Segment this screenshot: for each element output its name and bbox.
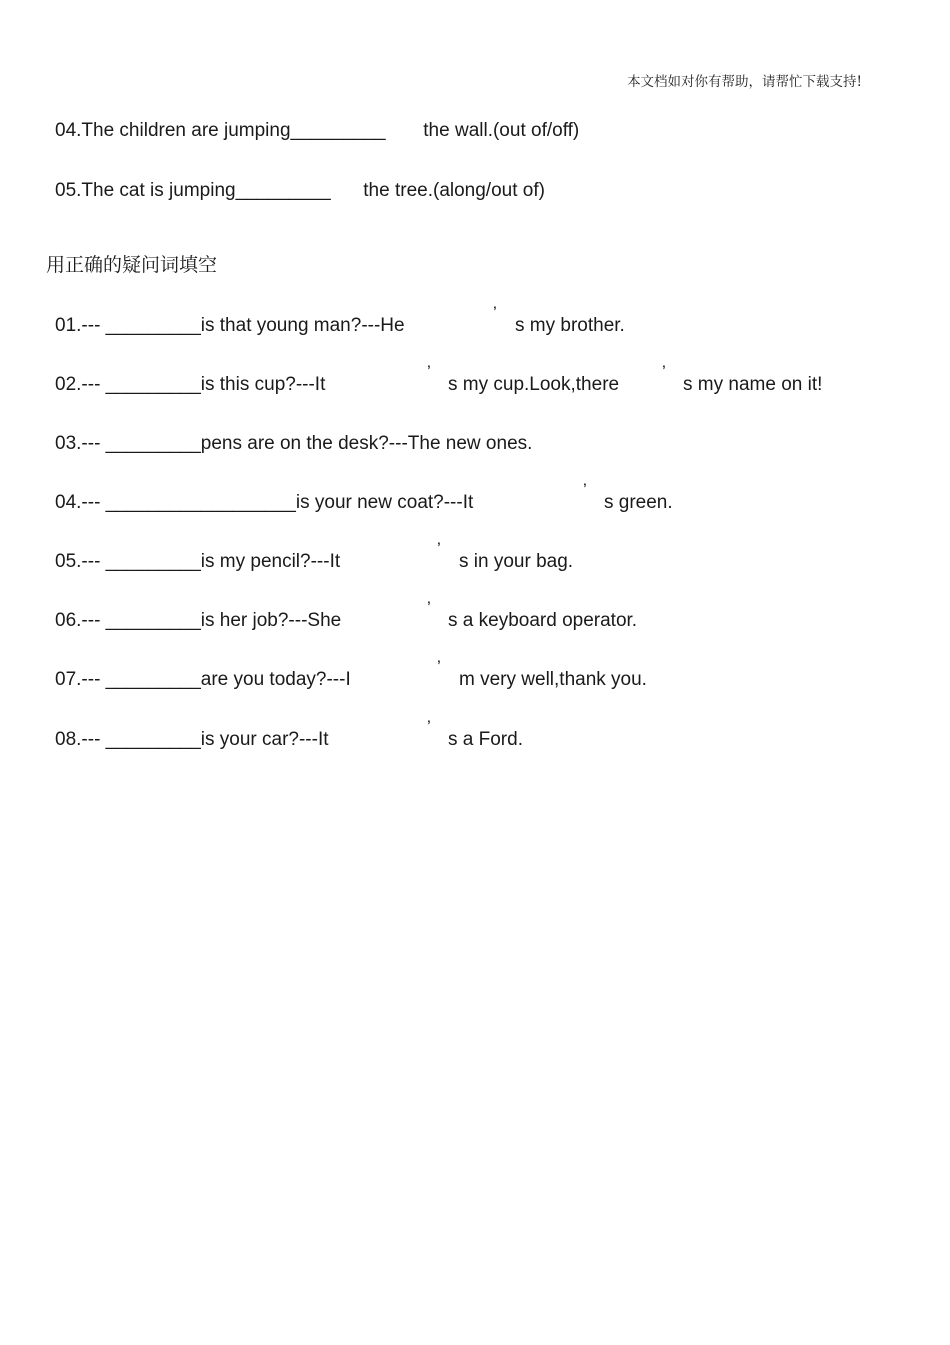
answer-text: s a keyboard operator. bbox=[448, 610, 638, 631]
question-text: the wall.(out of/off) bbox=[418, 120, 580, 141]
exercise-line-q05 bbox=[0, 539, 950, 575]
answer-text: m very well,thank you. bbox=[459, 669, 647, 690]
download-support-note: 本文档如对你有帮助，请帮忙下载支持! bbox=[627, 74, 862, 90]
question-text: 07.--- _________are you today?---I bbox=[55, 669, 351, 690]
answer-text: s in your bag. bbox=[459, 551, 574, 572]
exercise-line-q06 bbox=[0, 598, 950, 634]
question-text: 01.--- _________is that young man?---He bbox=[55, 315, 405, 336]
question-text: the tree.(along/out of) bbox=[358, 180, 545, 201]
apostrophe: ’ bbox=[427, 717, 431, 736]
question-text: 02.--- _________is this cup?---It bbox=[55, 374, 326, 395]
apostrophe: ’ bbox=[583, 480, 587, 499]
exercise-line-q01 bbox=[0, 303, 950, 339]
apostrophe: ’ bbox=[662, 362, 666, 381]
answer-text: s a Ford. bbox=[448, 729, 523, 750]
question-text: 05.--- _________is my pencil?---It bbox=[55, 551, 341, 572]
question-text: 05.The cat is jumping_________ bbox=[55, 180, 331, 201]
section-heading: 用正确的疑问词填空 bbox=[46, 254, 218, 276]
question-text: 04.The children are jumping_________ bbox=[55, 120, 386, 141]
exercise-line-prep-05 bbox=[0, 180, 950, 204]
apostrophe: ’ bbox=[427, 362, 431, 381]
exercise-line-q03 bbox=[0, 433, 950, 457]
answer-text: s my cup.Look,there bbox=[448, 374, 620, 395]
question-text: 04.--- __________________is your new coat?---It bbox=[55, 492, 474, 513]
exercise-line-q02 bbox=[0, 362, 950, 398]
apostrophe: ’ bbox=[437, 657, 441, 676]
answer-text: s my brother. bbox=[515, 315, 625, 336]
exercise-line-q04 bbox=[0, 480, 950, 516]
question-text: 08.--- _________is your car?---It bbox=[55, 729, 329, 750]
question-text: 06.--- _________is her job?---She bbox=[55, 610, 342, 631]
answer-text: s green. bbox=[604, 492, 673, 513]
apostrophe: ’ bbox=[427, 598, 431, 617]
apostrophe: ’ bbox=[437, 539, 441, 558]
exercise-line-q08 bbox=[0, 717, 950, 753]
exercise-line-q07 bbox=[0, 657, 950, 693]
apostrophe: ’ bbox=[493, 303, 497, 322]
question-text: 03.--- _________pens are on the desk?---The new ones. bbox=[55, 433, 533, 454]
exercise-line-prep-04 bbox=[0, 120, 950, 144]
answer-text: s my name on it! bbox=[683, 374, 823, 395]
